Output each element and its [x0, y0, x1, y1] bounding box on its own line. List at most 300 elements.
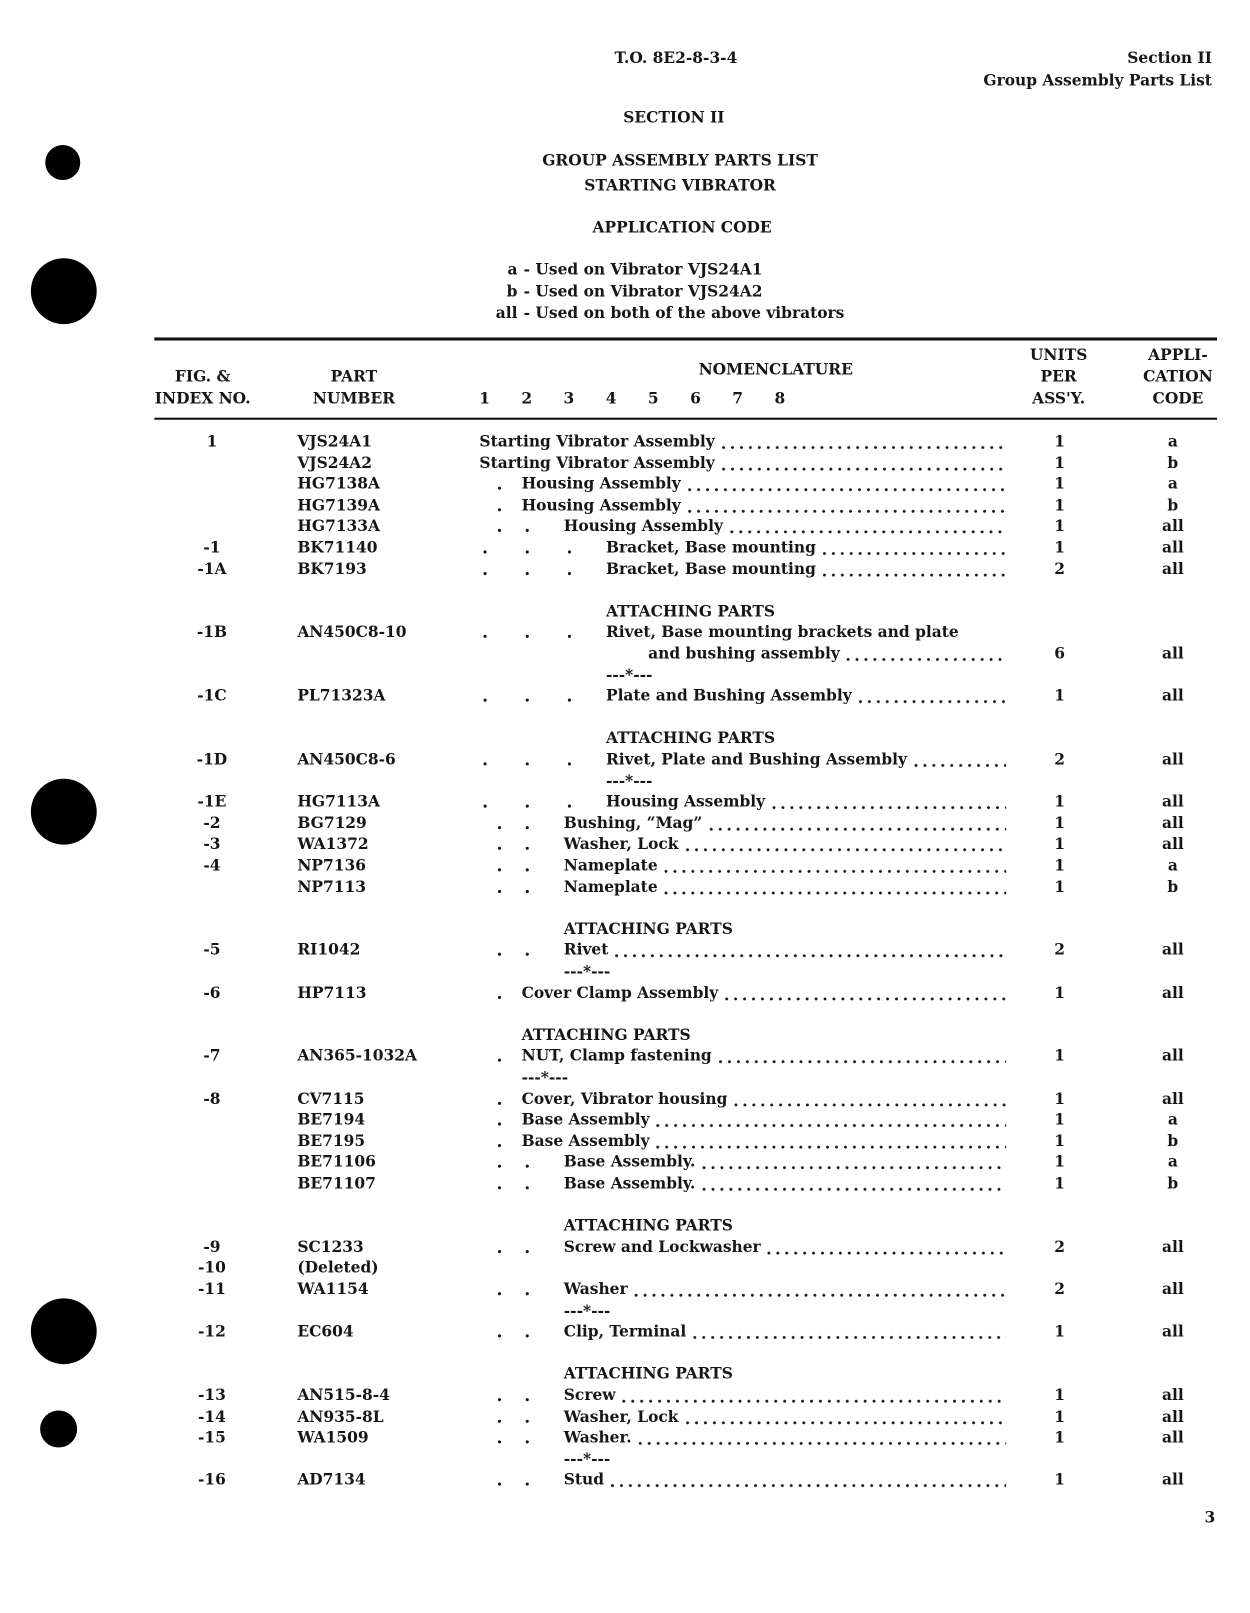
nomenclature-cell	[564, 1470, 1006, 1491]
application-code-description: - Used on Vibrator VJS24A2	[523, 281, 763, 301]
part-number: BG7129	[297, 813, 367, 833]
nomenclature: Nameplate	[563, 877, 658, 896]
dot-leader	[911, 749, 1006, 770]
application-code-description: - Used on both of the above vibrators	[523, 303, 845, 323]
table-row-p	[0, 516, 1250, 537]
nomenclature: Washer.	[563, 1428, 632, 1447]
nomenclature: Bushing, “Mag”	[563, 813, 703, 833]
application-code: a	[1167, 432, 1178, 451]
indent-dot	[526, 1186, 529, 1189]
nomenclature: Rivet, Plate and Bushing Assembly	[605, 749, 908, 769]
units-per-assembly: 1	[1054, 1089, 1066, 1108]
indent-dot	[526, 1441, 529, 1444]
header-units-line2: PER	[1040, 367, 1077, 386]
part-number: EC604	[297, 1322, 354, 1341]
nomenclature: Starting Vibrator Assembly	[479, 432, 715, 451]
header-units-line1: UNITS	[1029, 345, 1088, 365]
table-row-attach	[0, 728, 1250, 749]
table-row-p	[0, 813, 1250, 834]
nomenclature-cell	[564, 1173, 1006, 1194]
nomenclature-cell	[606, 749, 1006, 770]
units-per-assembly: 1	[1054, 1152, 1066, 1172]
attaching-parts-label: ATTACHING PARTS	[563, 1364, 733, 1384]
indent-dot	[484, 805, 487, 808]
indent-dot	[498, 995, 501, 998]
table-row-p	[0, 452, 1250, 473]
header-app-line3: CODE	[1152, 388, 1204, 408]
nomenclature: Screw	[563, 1385, 616, 1405]
application-code: a	[1167, 855, 1178, 875]
dot-leader	[683, 1406, 1007, 1427]
nomenclature: Stud	[563, 1470, 605, 1490]
header-indent-level: 4	[605, 388, 617, 408]
fig-index: -13	[197, 1385, 226, 1405]
units-per-assembly: 1	[1054, 1173, 1066, 1193]
binder-hole	[45, 145, 80, 180]
table-row-sep	[0, 961, 1250, 982]
binder-hole	[31, 258, 97, 324]
fig-index: -10	[197, 1258, 226, 1278]
part-number: HG7139A	[297, 495, 381, 515]
nomenclature-cell	[564, 1406, 1006, 1427]
part-number: BE71106	[297, 1152, 376, 1172]
table-row-p	[0, 431, 1250, 452]
dot-leader	[719, 431, 1006, 452]
table-row-attach	[0, 919, 1250, 940]
indent-dot	[526, 635, 529, 638]
fig-index: -3	[203, 834, 221, 854]
nomenclature: NUT, Clamp fastening	[521, 1046, 712, 1066]
table-row-p	[0, 1130, 1250, 1151]
fig-index: -5	[203, 940, 221, 960]
indent-dot	[498, 953, 501, 956]
nomenclature-cell	[522, 473, 1007, 494]
table-row-sep	[0, 664, 1250, 685]
units-per-assembly: 1	[1054, 516, 1066, 536]
units-per-assembly: 2	[1054, 1279, 1066, 1299]
dot-leader	[620, 1385, 1006, 1406]
application-code: all	[1161, 834, 1184, 854]
attaching-parts-end-separator: ---*---	[563, 961, 611, 981]
dot-leader	[685, 495, 1006, 516]
part-number: BE7195	[297, 1131, 366, 1150]
running-section: Section II	[1127, 48, 1212, 67]
table-row-p	[0, 1046, 1250, 1067]
table-row-p	[0, 1279, 1250, 1300]
part-number: PL71323A	[297, 686, 386, 705]
nomenclature-cell	[522, 495, 1007, 516]
nomenclature: Cover Clamp Assembly	[521, 983, 719, 1002]
attaching-parts-end-separator: ---*---	[563, 1301, 611, 1320]
header-part-line1: PART	[330, 367, 378, 386]
part-number: AN365-1032A	[297, 1046, 417, 1066]
header-units-line3: ASS'Y.	[1032, 388, 1086, 408]
units-per-assembly: 1	[1054, 1046, 1066, 1066]
nomenclature: Housing Assembly	[521, 495, 681, 515]
table-row-blank	[0, 579, 1250, 600]
part-number: NP7136	[297, 855, 366, 875]
units-per-assembly: 1	[1054, 983, 1066, 1002]
nomenclature-cell	[564, 855, 1006, 876]
application-code: all	[1161, 983, 1184, 1002]
table-row-p	[0, 495, 1250, 516]
header-indent-level: 7	[732, 388, 744, 408]
nomenclature: Base Assembly.	[563, 1152, 696, 1172]
table-row-attach	[0, 1024, 1250, 1045]
nomenclature: Washer	[563, 1279, 628, 1299]
indent-dot	[526, 1292, 529, 1295]
fig-index: -9	[203, 1237, 221, 1256]
table-row-p	[0, 1406, 1250, 1427]
table-top-rule	[154, 337, 1217, 340]
application-code: all	[1161, 559, 1184, 578]
dot-leader	[613, 940, 1007, 961]
list-title: GROUP ASSEMBLY PARTS LIST	[542, 151, 818, 170]
nomenclature-cell	[522, 1046, 1007, 1067]
attaching-parts-end-separator: ---*---	[521, 1067, 569, 1087]
nomenclature-cell	[564, 834, 1006, 855]
dot-leader	[700, 1173, 1007, 1194]
indent-dot	[526, 953, 529, 956]
dot-leader	[706, 813, 1006, 834]
indent-dot	[498, 1123, 501, 1126]
attaching-parts-label: ATTACHING PARTS	[563, 1216, 733, 1235]
units-per-assembly: 1	[1054, 792, 1066, 811]
fig-index: -1A	[197, 559, 227, 578]
dot-leader	[765, 1236, 1006, 1257]
fig-index: -16	[197, 1470, 226, 1490]
nomenclature-cell	[564, 940, 1006, 961]
units-per-assembly: 1	[1054, 453, 1066, 472]
dot-leader	[632, 1279, 1006, 1300]
nomenclature-cell	[648, 643, 1006, 664]
indent-dot	[526, 699, 529, 702]
indent-dot	[498, 508, 501, 511]
header-indent-level: 8	[774, 388, 786, 408]
units-per-assembly: 1	[1054, 1322, 1066, 1341]
header-nomenclature: NOMENCLATURE	[698, 360, 853, 379]
nomenclature: Screw and Lockwasher	[563, 1237, 761, 1256]
nomenclature: Base Assembly	[521, 1110, 650, 1129]
nomenclature: Base Assembly	[521, 1131, 650, 1150]
part-number: WA1509	[297, 1428, 369, 1447]
nomenclature-cell	[606, 685, 1006, 706]
part-number: SC1233	[297, 1237, 364, 1256]
nomenclature: Rivet, Base mounting brackets and plate	[605, 622, 959, 642]
nomenclature-cell	[564, 1279, 1006, 1300]
indent-dot	[526, 805, 529, 808]
to-number: T.O. 8E2-8-3-4	[614, 48, 738, 67]
nomenclature-cell	[564, 876, 1006, 897]
dot-leader	[727, 516, 1006, 537]
nomenclature: and bushing assembly	[648, 644, 840, 663]
attaching-parts-label: ATTACHING PARTS	[605, 601, 776, 621]
indent-dot	[498, 1398, 501, 1401]
application-code: all	[1161, 940, 1184, 960]
fig-index: -1D	[196, 749, 228, 769]
units-per-assembly: 2	[1054, 559, 1066, 578]
part-number: BK71140	[297, 538, 378, 557]
dot-leader	[662, 876, 1006, 897]
indent-dot	[484, 762, 487, 765]
indent-dot	[484, 550, 487, 553]
application-code-letter: b	[506, 281, 518, 301]
application-code: all	[1161, 813, 1184, 833]
application-code: all	[1161, 538, 1184, 557]
indent-dot	[498, 1165, 501, 1168]
part-number: VJS24A2	[297, 453, 372, 472]
nomenclature: Bracket, Base mounting	[605, 559, 816, 578]
application-code: a	[1167, 1110, 1178, 1129]
table-row-p	[0, 940, 1250, 961]
part-number: WA1154	[297, 1279, 369, 1299]
fig-index: -15	[197, 1428, 226, 1447]
attaching-parts-end-separator: ---*---	[605, 665, 653, 684]
indent-dot	[498, 847, 501, 850]
indent-dot	[568, 805, 571, 808]
nomenclature-cell	[564, 1152, 1006, 1173]
indent-dot	[526, 1165, 529, 1168]
application-code: all	[1161, 792, 1184, 811]
nomenclature: Starting Vibrator Assembly	[479, 453, 715, 472]
dot-leader	[722, 982, 1006, 1003]
indent-dot	[498, 1144, 501, 1147]
table-row-p	[0, 749, 1250, 770]
nomenclature-cell	[522, 1088, 1007, 1109]
nomenclature: Housing Assembly	[563, 516, 723, 536]
indent-dot	[498, 826, 501, 829]
indent-dot	[498, 1186, 501, 1189]
nomenclature: Housing Assembly	[605, 792, 766, 811]
application-code: all	[1161, 749, 1184, 769]
indent-dot	[498, 1419, 501, 1422]
part-number: AN515-8-4	[297, 1385, 390, 1405]
indent-dot	[526, 1335, 529, 1338]
indent-dot	[498, 868, 501, 871]
part-number: RI1042	[297, 940, 361, 960]
table-row-blank	[0, 1194, 1250, 1215]
units-per-assembly: 1	[1054, 1110, 1066, 1129]
dot-leader	[856, 685, 1006, 706]
table-row-p	[0, 1258, 1250, 1279]
nomenclature-cell	[522, 1130, 1007, 1151]
table-row-sep	[0, 1067, 1250, 1088]
application-code: all	[1161, 1385, 1184, 1405]
indent-dot	[498, 1483, 501, 1486]
nomenclature-cell	[606, 558, 1006, 579]
fig-index: -4	[203, 855, 221, 875]
table-row-p	[0, 537, 1250, 558]
table-row-p	[0, 1321, 1250, 1342]
nomenclature: Housing Assembly	[521, 474, 681, 493]
fig-index: -1	[203, 538, 221, 557]
indent-dot	[526, 847, 529, 850]
nomenclature: Base Assembly.	[563, 1173, 696, 1193]
indent-dot	[568, 762, 571, 765]
fig-index: 1	[206, 432, 218, 451]
fig-index: -1E	[197, 792, 227, 811]
nomenclature-cell	[606, 537, 1006, 558]
nomenclature-cell	[564, 1427, 1006, 1448]
application-code: all	[1161, 686, 1184, 705]
nomenclature-cell	[606, 791, 1006, 812]
nomenclature: Plate and Bushing Assembly	[605, 686, 852, 705]
indent-dot	[526, 1250, 529, 1253]
application-code: a	[1167, 474, 1178, 493]
units-per-assembly: 1	[1054, 1470, 1066, 1490]
table-row-sep	[0, 1300, 1250, 1321]
units-per-assembly: 1	[1054, 813, 1066, 833]
header-indent-level: 3	[563, 388, 575, 408]
dot-leader	[820, 537, 1006, 558]
dot-leader	[716, 1046, 1006, 1067]
header-indent-level: 6	[690, 388, 701, 408]
application-code: a	[1167, 1152, 1178, 1172]
indent-dot	[526, 550, 529, 553]
part-number: NP7113	[297, 877, 366, 896]
nomenclature: Nameplate	[563, 855, 658, 875]
indent-dot	[498, 529, 501, 532]
attaching-parts-label: ATTACHING PARTS	[563, 919, 733, 939]
indent-dot	[526, 868, 529, 871]
application-code: all	[1161, 1470, 1184, 1490]
units-per-assembly: 1	[1054, 1131, 1066, 1150]
nomenclature: Rivet	[563, 940, 609, 960]
dot-leader	[719, 452, 1006, 473]
part-number: HG7133A	[297, 516, 381, 536]
application-code: b	[1167, 877, 1179, 896]
units-per-assembly: 1	[1054, 495, 1066, 515]
application-code: all	[1161, 516, 1184, 536]
indent-dot	[484, 699, 487, 702]
table-row-p	[0, 1385, 1250, 1406]
application-code-heading: APPLICATION CODE	[592, 218, 772, 237]
application-code: all	[1161, 1279, 1184, 1299]
header-fig-line1: FIG. &	[174, 367, 231, 386]
header-app-line1: APPLI-	[1148, 345, 1208, 365]
dot-leader	[636, 1427, 1006, 1448]
indent-dot	[526, 1398, 529, 1401]
units-per-assembly: 6	[1054, 644, 1066, 663]
nomenclature-cell	[564, 813, 1006, 834]
units-per-assembly: 1	[1054, 538, 1066, 557]
indent-dot	[526, 1483, 529, 1486]
part-number: BE71107	[297, 1173, 376, 1193]
indent-dot	[498, 1059, 501, 1062]
fig-index: -8	[203, 1089, 221, 1108]
list-subtitle: STARTING VIBRATOR	[584, 175, 776, 195]
part-number: WA1372	[297, 834, 369, 854]
units-per-assembly: 2	[1054, 940, 1066, 960]
nomenclature-cell	[564, 1236, 1006, 1257]
fig-index: -2	[203, 813, 221, 833]
indent-dot	[526, 572, 529, 575]
part-number: HG7138A	[297, 474, 381, 493]
dot-leader	[732, 1088, 1007, 1109]
header-fig-line2: INDEX NO.	[154, 388, 251, 408]
attaching-parts-end-separator: ---*---	[605, 771, 653, 790]
nomenclature: Bracket, Base mounting	[605, 538, 816, 557]
table-row-attach	[0, 601, 1250, 622]
table-row-p	[0, 1088, 1250, 1109]
part-number: BK7193	[297, 559, 367, 578]
table-row-p	[0, 791, 1250, 812]
units-per-assembly: 1	[1054, 834, 1066, 854]
table-row-p	[0, 855, 1250, 876]
application-code-letter: a	[507, 260, 518, 279]
header-app-line2: CATION	[1143, 367, 1213, 386]
application-code: b	[1167, 453, 1179, 472]
fig-index: -7	[203, 1046, 221, 1066]
indent-dot	[526, 1419, 529, 1422]
table-row-p	[0, 558, 1250, 579]
nomenclature-cell	[522, 982, 1007, 1003]
running-section-title: Group Assembly Parts List	[983, 70, 1212, 90]
nomenclature-cell	[606, 622, 959, 643]
indent-dot	[568, 572, 571, 575]
indent-dot	[526, 529, 529, 532]
dot-leader	[820, 558, 1006, 579]
part-number: AN935-8L	[297, 1406, 384, 1426]
units-per-assembly: 1	[1054, 474, 1066, 493]
nomenclature-cell	[522, 1109, 1007, 1130]
application-code: all	[1161, 1089, 1184, 1108]
header-indent-level: 2	[521, 388, 533, 408]
units-per-assembly: 1	[1054, 1406, 1066, 1426]
application-code: all	[1161, 1237, 1184, 1256]
table-row-p	[0, 1152, 1250, 1173]
nomenclature-cell	[479, 431, 1006, 452]
dot-leader	[685, 473, 1006, 494]
table-row-p	[0, 876, 1250, 897]
attaching-parts-label: ATTACHING PARTS	[521, 1025, 691, 1045]
units-per-assembly: 1	[1054, 877, 1066, 896]
indent-dot	[498, 1250, 501, 1253]
indent-dot	[526, 826, 529, 829]
part-number: VJS24A1	[297, 432, 372, 451]
nomenclature: Washer, Lock	[563, 834, 679, 854]
indent-dot	[568, 635, 571, 638]
nomenclature-cell	[479, 452, 1006, 473]
table-row-p	[0, 982, 1250, 1003]
table-row-p	[0, 1236, 1250, 1257]
table-row-p	[0, 685, 1250, 706]
nomenclature-cell	[564, 516, 1006, 537]
part-number: (Deleted)	[297, 1258, 379, 1278]
application-code: all	[1161, 1428, 1184, 1447]
fig-index: -14	[197, 1406, 226, 1426]
units-per-assembly: 2	[1054, 1237, 1066, 1256]
fig-index: -6	[203, 983, 221, 1002]
fig-index: -1B	[196, 622, 228, 642]
units-per-assembly: 1	[1054, 855, 1066, 875]
attaching-parts-label: ATTACHING PARTS	[605, 728, 776, 748]
header-indent-level: 5	[647, 388, 659, 408]
table-row-blank	[0, 707, 1250, 728]
application-code: b	[1167, 1173, 1179, 1193]
units-per-assembly: 2	[1054, 749, 1066, 769]
indent-dot	[484, 635, 487, 638]
application-code: all	[1161, 1046, 1184, 1066]
indent-dot	[498, 1292, 501, 1295]
part-number: AN450C8-6	[297, 749, 396, 769]
nomenclature: Clip, Terminal	[563, 1322, 687, 1341]
table-header-rule	[154, 418, 1217, 420]
application-code: b	[1167, 495, 1179, 515]
header-part-line2: NUMBER	[312, 388, 396, 408]
application-code: all	[1161, 1406, 1184, 1426]
dot-leader	[769, 791, 1006, 812]
